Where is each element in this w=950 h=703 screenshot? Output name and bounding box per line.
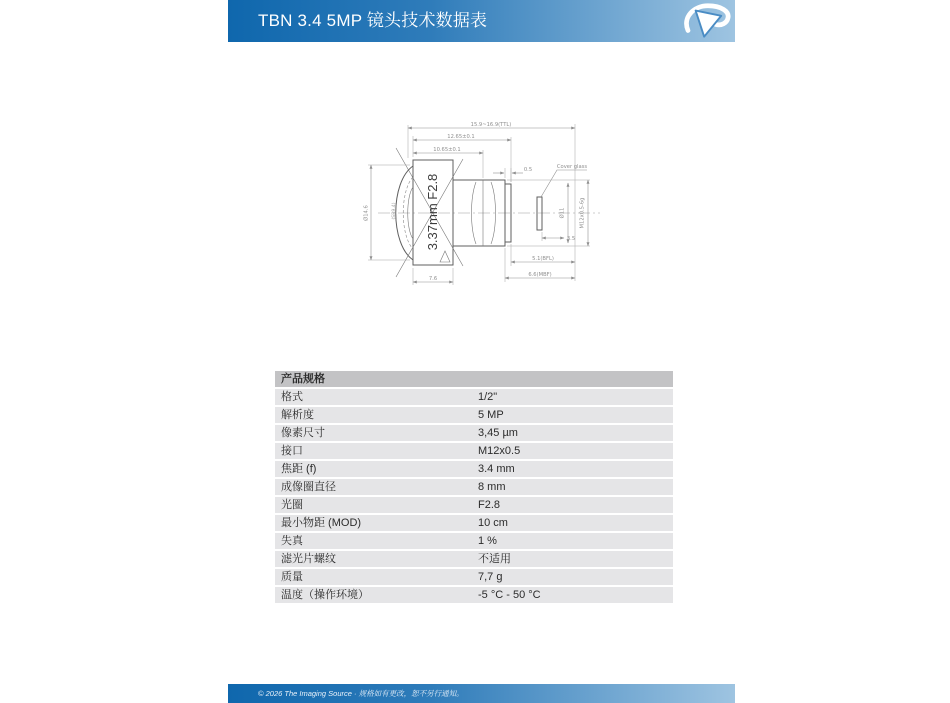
spec-value: 3,45 µm — [478, 427, 518, 439]
orientation-triangle-mark — [440, 251, 450, 262]
spec-value: 7,7 g — [478, 571, 503, 583]
dim-bfl-label: 5.1(BFL) — [532, 256, 554, 262]
table-row — [275, 587, 673, 603]
table-row — [275, 479, 673, 495]
spec-value: 不适用 — [478, 553, 511, 565]
spec-table-header: 产品规格 — [275, 371, 673, 387]
spec-label: 失真 — [281, 535, 303, 547]
spec-value: 10 cm — [478, 517, 508, 529]
dim-thread-label: M12x0.5-6g — [579, 197, 586, 229]
table-row — [275, 425, 673, 441]
dim-mbf-label: 6.6(MBF) — [528, 272, 552, 278]
footer-bar — [228, 684, 735, 703]
table-row — [275, 461, 673, 477]
spec-label: 成像圈直径 — [281, 481, 336, 493]
spec-label: 焦距 (f) — [281, 463, 317, 475]
table-row — [275, 533, 673, 549]
spec-label: 格式 — [281, 391, 303, 403]
cover-glass-label: Cover glass — [556, 164, 588, 170]
spec-label: 最小物距 (MOD) — [281, 517, 362, 529]
dim-3-label: 10.65±0.1 — [433, 147, 461, 153]
dim-front-diameter-label: Ø14.6 — [363, 205, 370, 221]
spec-label: 光圈 — [281, 499, 303, 511]
spec-label: 温度（操作环境） — [281, 589, 369, 601]
cover-glass-leader — [541, 170, 587, 197]
spec-label: 接口 — [281, 445, 303, 457]
table-row — [275, 443, 673, 459]
spec-value: -5 °C - 50 °C — [478, 589, 541, 601]
table-row — [275, 497, 673, 513]
spec-value: 5 MP — [478, 409, 504, 421]
spec-label: 滤光片螺纹 — [281, 553, 336, 565]
table-row — [275, 551, 673, 567]
spec-value: 8 mm — [478, 481, 506, 493]
spec-label: 质量 — [281, 571, 303, 583]
dim-head-length-label: 7.6 — [428, 276, 438, 282]
table-row — [275, 389, 673, 405]
table-row — [275, 515, 673, 531]
lens-technical-drawing — [350, 110, 650, 305]
header-bar — [228, 0, 735, 42]
spec-value: 1/2" — [478, 391, 498, 403]
table-row — [275, 407, 673, 423]
dim-2-label: 12.65±0.1 — [447, 134, 475, 140]
dim-glass-to-image-label: 3.5 — [566, 236, 576, 242]
spec-value: 3.4 mm — [478, 463, 515, 475]
cover-glass — [537, 197, 542, 230]
spec-table — [275, 371, 673, 603]
lens-marking-label: 3.37mm F2.8 — [425, 173, 440, 251]
spec-value: M12x0.5 — [478, 445, 521, 457]
dim-ttl-label: 15.9~16.9(TTL) — [470, 122, 512, 128]
spec-value: 1 % — [478, 535, 497, 547]
dim-inner-diameter-label: Ø11 — [559, 207, 566, 219]
copyright-text: © 2026 The Imaging Source · 规格如有更改，恕不另行通知。 — [258, 689, 464, 698]
imaging-source-logo-icon — [682, 2, 732, 40]
spec-value: F2.8 — [478, 499, 501, 511]
dim-gap-label: 0.5 — [523, 167, 533, 173]
extension-lines — [368, 125, 590, 285]
page-title: TBN 3.4 5MP 镜头技术数据表 — [258, 11, 488, 30]
front-radius-label: (SR9.4) — [392, 202, 397, 220]
table-row — [275, 569, 673, 585]
spec-label: 像素尺寸 — [281, 427, 325, 439]
spec-label: 解析度 — [281, 409, 314, 421]
